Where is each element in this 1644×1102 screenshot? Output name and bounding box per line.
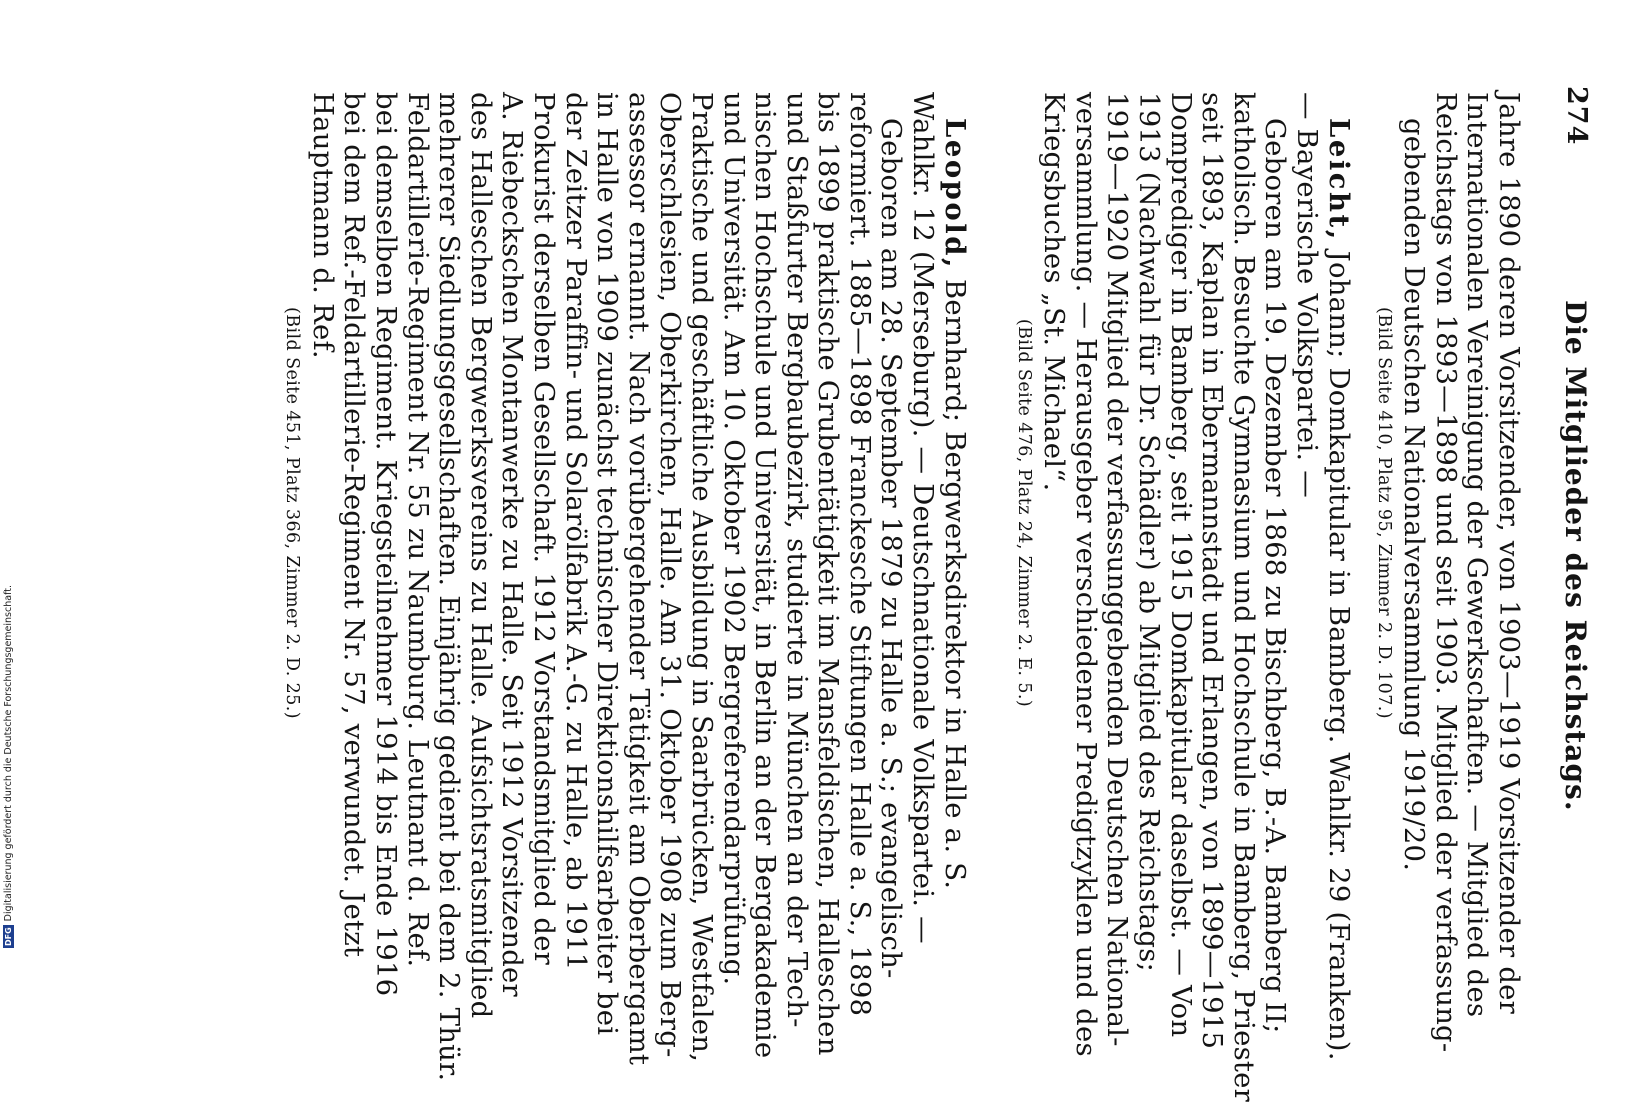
heading-text: Johann; Domkapitular in Bamberg. Wahlkr. 29 (Franken).	[1322, 241, 1355, 1061]
text-line: und Staßfurter Bergbaubezirk, studierte in München an der Tech-	[780, 92, 813, 1028]
page-number: 274	[1561, 86, 1592, 146]
entry-leicht	[1010, 92, 1355, 1102]
member-name: Leopold,	[938, 118, 971, 270]
text-line: Kriegsbuches „St. Michael“.	[1038, 92, 1071, 492]
photo-caption: (Bild Seite 451, Platz 366, Zimmer 2. D. 25.)	[282, 307, 303, 719]
text-line: in Halle von 1909 zunächst technischer Direktionshilfsarbeiter bei	[591, 92, 624, 1036]
entries	[278, 92, 1525, 1102]
text-line: Jahre 1890 deren Vorsitzender, von 1903—1919 Vorsitzender der	[1493, 92, 1525, 1014]
text-line: 1913 (Nachwahl für Dr. Schädler) ab Mitglied des Reichstags;	[1133, 92, 1166, 972]
text-line: bis 1899 praktische Grubentätigkeit im Mansfeldischen, Halleschen	[812, 92, 845, 1056]
photo-caption: (Bild Seite 476, Platz 24, Zimmer 2. E. 5.)	[1013, 318, 1034, 708]
text-line: Domprediger in Bamberg, seit 1915 Domkapitular daselbst. — Von	[1164, 92, 1197, 1038]
text-line: versammlung. — Herausgeber verschiedener Predigtzyklen und des	[1069, 92, 1102, 1057]
text-line: seit 1893, Kaplan in Ebermannstadt und Erlangen, von 1899—1915	[1196, 92, 1229, 1050]
entry-heading	[938, 92, 970, 934]
entry-heading	[1322, 92, 1355, 1061]
heading-text: Bernhard; Bergwerksdirektor in Halle a. S.	[938, 270, 971, 890]
text-line: bei demselben Regiment. Kriegsteilnehmer 1914 bis Ende 1916	[370, 92, 402, 997]
text-line: bei dem Ref.-Feldartillerie-Regiment Nr. 57, verwundet. Jetzt	[338, 92, 371, 958]
side-attribution-text: Digitalisierung gefördert durch die Deutsche Forschungsgemeinschaft.	[3, 585, 14, 922]
text-line: Hauptmann d. Ref.	[306, 92, 339, 359]
text-line: mehrerer Siedlungsgesellschaften. Einjährig gedient bei dem 2. Thür.	[433, 92, 466, 1082]
entry-continued	[1370, 92, 1525, 1053]
photo-caption: (Bild Seite 410, Platz 95, Zimmer 2. D. 107.)	[1373, 307, 1394, 719]
text-line: Praktische und geschäftliche Ausbildung in Saarbrücken, Westfalen,	[685, 92, 718, 1063]
text-line: assessor ernannt. Nach vorübergehender Tätigkeit am Oberbergamt	[622, 92, 655, 1066]
entry-leopold	[278, 92, 971, 1082]
text-line: A. Riebeckschen Montanwerke zu Halle. Seit 1912 Vorsitzender	[496, 92, 529, 997]
text-line: des Halleschen Bergwerksvereins zu Halle. Aufsichtsratsmitglied	[464, 92, 497, 1019]
text-line: — Bayerische Volkspartei. —	[1291, 92, 1324, 498]
member-name: Leicht,	[1322, 118, 1355, 242]
running-head	[1552, 0, 1592, 1000]
text-line: Internationalen Vereinigung der Gewerkschaften. — Mitglied des	[1461, 92, 1494, 1018]
text-line: 1919—1920 Mitglied der verfassunggebenden Deutschen National-	[1101, 92, 1134, 1047]
text-line: reformiert. 1885—1898 Franckesche Stiftungen Halle a. S., 1898	[843, 92, 876, 1017]
running-title: Die Mitglieder des Reichstags.	[1559, 300, 1592, 812]
text-line: Geboren am 19. Dezember 1868 zu Bischberg, B.-A. Bamberg II;	[1259, 118, 1292, 1034]
text-line: nischen Hochschule und Universität, in Berlin an der Bergakademie	[749, 92, 782, 1059]
text-line: katholisch. Besuchte Gymnasium und Hochschule in Bamberg, Priester	[1227, 92, 1260, 1102]
text-line: und Universität. Am 10. Oktober 1902 Bergreferendarprüfung.	[717, 92, 750, 986]
text-line: Wahlkr. 12 (Merseburg). — Deutschnationale Volkspartei. —	[907, 92, 940, 944]
text-line: Oberschlesien, Oberkirchen, Halle. Am 31. Oktober 1908 zum Berg-	[654, 92, 687, 1058]
text-line: der Zeitzer Paraffin- und Solarölfabrik A.-G. zu Halle, ab 1911	[559, 92, 592, 971]
dfg-logo: DFG	[4, 927, 13, 946]
text-line: Prokurist derselben Gesellschaft. 1912 Vorstandsmitglied der	[527, 92, 560, 966]
text-line: Geboren am 28. September 1879 zu Halle a. S.; evangelisch-	[875, 118, 908, 979]
text-line: Reichstags von 1893—1898 und seit 1903. Mitglied der verfassung-	[1429, 92, 1462, 1053]
text-line: gebenden Deutschen Nationalversammlung 1919/20.	[1398, 118, 1431, 872]
text-line: Feldartillerie-Regiment Nr. 55 zu Naumburg. Leutnant d. Ref.	[401, 92, 434, 968]
